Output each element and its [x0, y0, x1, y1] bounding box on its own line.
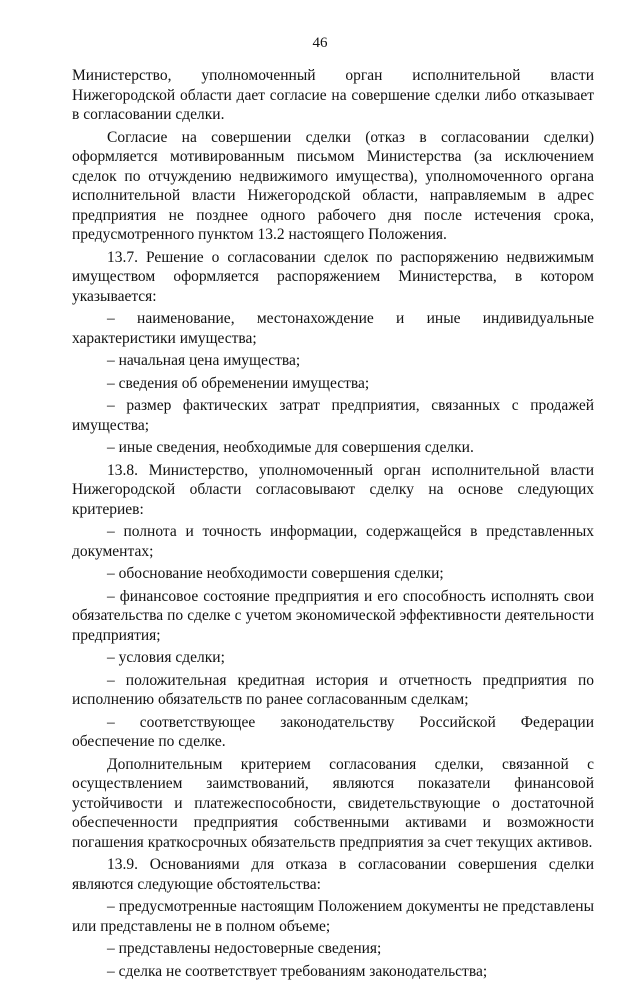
document-body — [72, 66, 594, 984]
paragraph: 13.9. Основаниями для отказа в согласовании совершения сделки являются следующие обстоятельства: — [72, 856, 594, 893]
paragraph: – наименование, местонахождение и иные индивидуальные характеристики имущества; — [72, 310, 594, 347]
paragraph: – размер фактических затрат предприятия, связанных с продажей имущества; — [72, 397, 594, 434]
paragraph: – положительная кредитная история и отчетность предприятия по исполнению обязательств по ранее согласованным сделкам; — [72, 671, 594, 708]
paragraph: – обоснование необходимости совершения сделки; — [107, 565, 444, 582]
paragraph: – финансовое состояние предприятия и его способность исполнять свои обязательства по сделке с учетом экономической эффективности деятельности предприятия; — [72, 587, 594, 644]
paragraph: Согласие на совершении сделки (отказ в согласовании сделки) оформляется мотивированным письмом Министерства (за исключением сделок по отчуждению недвижимого имущества), уполномоченного органа исполнительной власти Нижегородской области, направляемым в адрес предприятия не позднее одного рабочего дня после истечения срока, предусмотренного пунктом 13.2 настоящего Положения. — [72, 128, 594, 243]
paragraph: 13.7. Решение о согласовании сделок по распоряжению недвижимым имуществом оформляется распоряжением Министерства, в котором указывается: — [72, 248, 594, 305]
paragraph: – сведения об обременении имущества; — [107, 374, 370, 392]
page-number: 46 — [312, 35, 328, 51]
paragraph: – предусмотренные настоящим Положением документы не представлены или представлены не в полном объеме; — [72, 898, 594, 935]
paragraph: – представлены недостоверные сведения; — [107, 940, 382, 957]
paragraph: – условия сделки; — [107, 649, 225, 666]
paragraph: Министерство, уполномоченный орган исполнительной власти Нижегородской области дает согласие на совершение сделки либо отказывает в согласовании сделки. — [72, 67, 594, 123]
paragraph: – сделка не соответствует требованиям законодательства; — [107, 962, 488, 980]
paragraph: Дополнительным критерием согласования сделки, связанной с осуществлением заимствований, являются показатели финансовой устойчивости и платежеспособности, свидетельствующие о достаточной обеспеченности предприятия собственными активами и возможности погашения краткосрочных обязательств предприятия за счет текущих активов. — [72, 755, 594, 851]
paragraph: – начальная цена имущества; — [107, 352, 301, 369]
paragraph: 13.8. Министерство, уполномоченный орган исполнительной власти Нижегородской области согласовывают сделку на основе следующих критериев: — [72, 461, 594, 518]
paragraph: – полнота и точность информации, содержащейся в представленных документах; — [72, 523, 594, 560]
paragraph: – иные сведения, необходимые для совершения сделки. — [107, 439, 474, 456]
paragraph: – соответствующее законодательству Российской Федерации обеспечение по сделке. — [72, 713, 594, 750]
